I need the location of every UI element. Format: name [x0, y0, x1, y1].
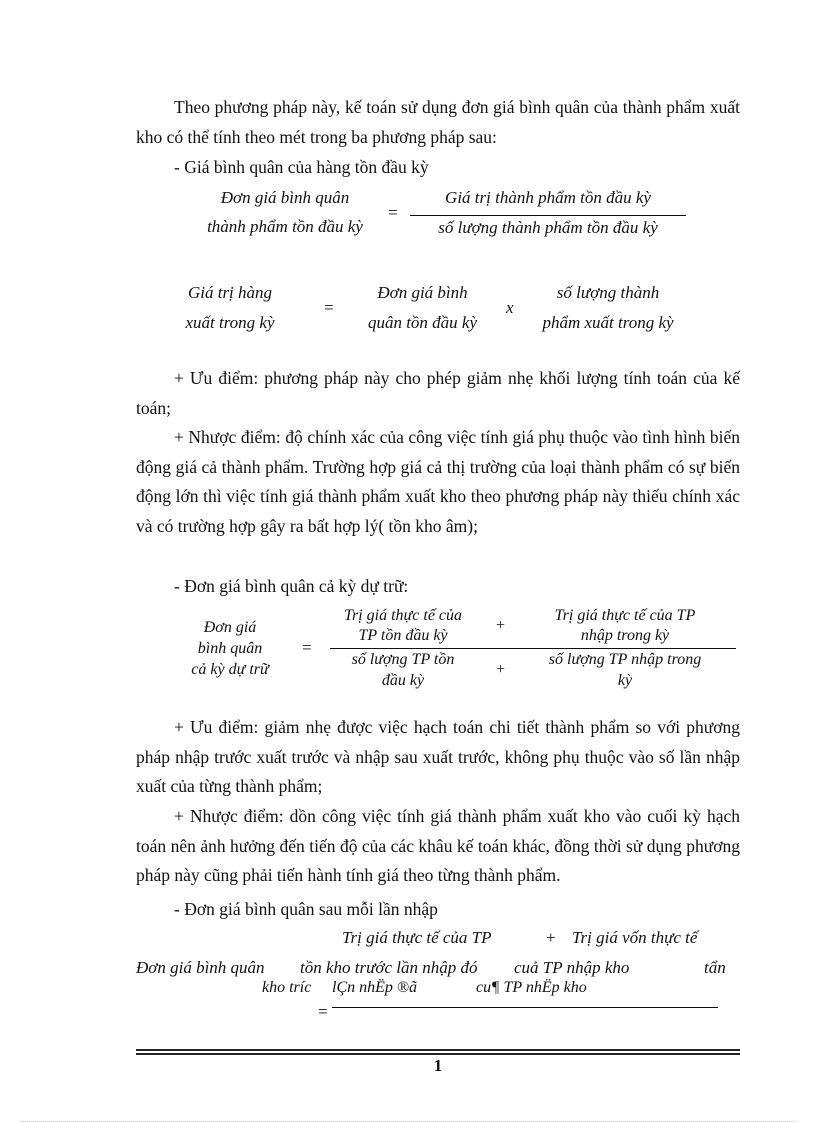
formula-1-lhs-line1: Đơn giá bình quân: [220, 188, 350, 207]
formula-3-num-plus: +: [496, 617, 506, 634]
formula-2-a-line2: xuất trong kỳ: [185, 313, 275, 332]
formula-3-num2-line2: nhập trong kỳ: [580, 627, 670, 644]
formula-2-c-line1: số lượng thành: [556, 283, 660, 302]
formula-1-equals: =: [388, 203, 398, 222]
formula-3-lhs-line2: bình quân: [197, 640, 263, 657]
formula-3-num2-line1: Trị giá thực tế của TP: [554, 607, 696, 624]
formula-2-b-line1: Đơn giá bình: [377, 283, 468, 302]
page-number: 1: [433, 1056, 443, 1075]
formula-1-fraction-bar: [410, 215, 686, 216]
formula-4-garbled-2: lÇn nhËp ®ã: [332, 979, 418, 996]
formula-2-equals: =: [324, 298, 334, 317]
disadvantage-1: + Nhược điểm: độ chính xác của công việc tính giá phụ thuộc vào tình hình biến động giá cả thành phẩm. Trường hợp giá cả thị trường của loại thành phẩm có sự biến động lớn thì việc tính giá thành phẩm xuất kho theo phương pháp này thiếu chính xác và có trường hợp gây ra bất hợp lý( tồn kho âm);: [136, 427, 740, 536]
formula-3-equals: =: [302, 638, 312, 657]
method-2-heading: - Đơn giá bình quân cả kỳ dự trữ:: [174, 576, 409, 596]
formula-4-mid-2: cuả TP nhập kho: [514, 958, 630, 977]
formula-3-den1-line2: đầu kỳ: [381, 672, 425, 689]
formula-4-top-plus: +: [546, 928, 556, 947]
advantage-1: + Ưu điểm: phương pháp này cho phép giảm nhẹ khối lượng tính toán của kế toán;: [136, 368, 740, 418]
formula-3-den2-line1: số lượng TP nhập trong: [548, 651, 702, 668]
formula-1-numerator: Giá trị thành phẩm tồn đầu kỳ: [445, 188, 651, 207]
formula-4-garbled-3: cu¶ TP nhËp kho: [476, 979, 587, 996]
formula-2-b-line2: quân tồn đầu kỳ: [367, 313, 478, 332]
formula-3-num1-line2: TP tồn đầu kỳ: [358, 627, 448, 644]
intro-paragraph: Theo phương pháp này, kế toán sử dụng đơn giá bình quân của thành phẩm xuất kho có thể tính theo mét trong ba phương pháp sau:: [136, 97, 740, 147]
formula-4-top-left: Trị giá thực tế của TP: [342, 928, 492, 947]
footer-rule-top: [136, 1049, 740, 1051]
formula-2-times: x: [506, 298, 514, 317]
formula-3-den2-line2: kỳ: [617, 672, 633, 689]
formula-4-mid-1: tồn kho trước lần nhập đó: [300, 958, 478, 977]
formula-4-fraction-bar: [332, 1007, 718, 1008]
method-1-heading: - Giá bình quân của hàng tồn đầu kỳ: [174, 157, 429, 177]
formula-3-den-plus: +: [496, 661, 506, 678]
formula-4-lhs: Đơn giá bình quân: [136, 958, 265, 977]
formula-4-top-right: Trị giá vốn thực tế: [572, 928, 698, 947]
method-3-heading: - Đơn giá bình quân sau mỗi lần nhập: [174, 899, 438, 919]
formula-4-mid-3: tẩn: [704, 958, 726, 977]
footer-rule-bottom: [136, 1053, 740, 1055]
disadvantage-2: + Nhược điểm: dồn công việc tính giá thành phẩm xuất kho vào cuối kỳ hạch toán nên ảnh hưởng đến tiến độ của các khâu kế toán khác, đồng thời sử dụng phương pháp này cũng phải tiến hành tính giá theo từng thành phẩm.: [136, 806, 740, 885]
formula-3-lhs-line3: cả kỳ dự trữ: [191, 661, 269, 678]
formula-4-equals: =: [318, 1002, 328, 1021]
formula-3-den1-line1: số lượng TP tồn: [351, 651, 455, 668]
formula-1-lhs-line2: thành phẩm tồn đầu kỳ: [207, 217, 363, 236]
formula-1-denominator: số lượng thành phẩm tồn đầu kỳ: [438, 218, 658, 237]
page-bottom-border: [20, 1121, 796, 1122]
advantage-2: + Ưu điểm: giảm nhẹ được việc hạch toán chi tiết thành phẩm so với phương pháp nhập trước xuất trước và nhập sau xuất trước, không phụ thuộc vào số lần nhập xuất của từng thành phẩm;: [136, 717, 740, 796]
formula-3-lhs-line1: Đơn giá: [203, 619, 257, 636]
formula-4-garbled-1: kho tríc: [262, 979, 312, 996]
formula-3-fraction-bar: [330, 648, 736, 649]
formula-3-num1-line1: Trị giá thực tế của: [343, 607, 463, 624]
formula-2-c-line2: phẩm xuất trong kỳ: [542, 313, 674, 332]
formula-2-a-line1: Giá trị hàng: [187, 283, 273, 302]
